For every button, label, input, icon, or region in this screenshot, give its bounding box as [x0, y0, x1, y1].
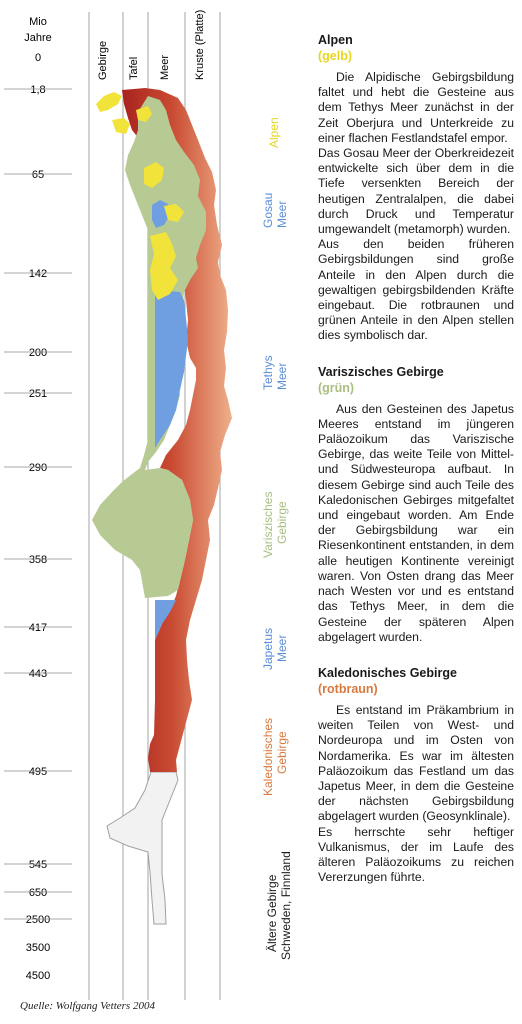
column-label-kruste: Kruste (Platte): [194, 9, 206, 80]
section-variszisches-gebirge: [318, 364, 514, 645]
tick-label: 290: [28, 462, 48, 474]
tethys-meer-shape: [155, 290, 188, 448]
section-kaledonisches-gebirge: [318, 665, 514, 885]
tick-label: 417: [28, 622, 48, 634]
tick-label: 650: [28, 887, 48, 899]
section-subtitle: (grün): [318, 380, 355, 395]
axis-unit-label: Mio: [29, 16, 47, 28]
section-paragraph: Aus den Gesteinen des Japetus Meeres entstand im jüngeren Paläozoikum das Variszische Gebirge, das weite Teile von Mittel- und Südwesteuropa aufbaut. In diesem Gebirge sind auch Teile des Kaledonischen Gebirges mitgefaltet und eingebaut worden. Am Ende der Gebirgsbildung war ein Riesenkontinent entstanden, in dem alle heutigen Kontinente vereinigt waren. Von Osten drang das Meer nach Westen vor und es entstand das Tethys Meer, in dem die Gesteine der späteren Alpen abgelagert wurden.: [318, 401, 514, 644]
tick-label: 3500: [25, 942, 51, 954]
section-title: Kaledonisches Gebirge: [318, 665, 457, 680]
time-axis-labels: [26, 52, 50, 982]
column-label-gebirge: Gebirge: [97, 40, 109, 80]
side-label-alpen: Alpen: [267, 117, 281, 148]
tick-label: 495: [28, 766, 48, 778]
tick-label: 1,8: [30, 84, 46, 96]
section-title: Variszisches Gebirge: [318, 364, 444, 379]
tick-label: 358: [28, 554, 48, 566]
section-subtitle: (gelb): [318, 49, 353, 63]
column-label-tafel: Tafel: [128, 56, 140, 80]
tick-label: 65: [31, 169, 45, 181]
column-label-meer: Meer: [159, 54, 171, 80]
side-label-variszisches-gebirge: Variszisches Gebirge: [261, 491, 289, 558]
tick-label: 443: [28, 668, 48, 680]
section-paragraph: Die Alpidische Gebirgsbildung faltet und hebt die Gesteine aus dem Tethys Meer zunächst in der Zeit Oberjura und Unterkreide zu einer flachen Festlandstafel empor.: [318, 70, 514, 145]
axis-unit-label-2: Jahre: [24, 32, 52, 44]
tick-label: 2500: [25, 914, 51, 926]
section-paragraph: Es herrschte sehr heftiger Vulkanismus, der im Laufe des älteren Paläozoikums zu reichen Vererzungen führte.: [318, 824, 514, 885]
side-label-aeltere-gebirge: Ältere Gebirge Schweden, Finnland: [265, 851, 293, 960]
tick-label: 251: [28, 388, 48, 400]
tick-label: 545: [28, 859, 48, 871]
source-credit: Quelle: Wolfgang Vetters 2004: [20, 1000, 155, 1012]
explanation-column: [318, 32, 514, 905]
section-paragraph: Aus den beiden früheren Gebirgsbildungen sind große Anteile in den Alpen durch die gewaltigen gebirgsbildenden Kräfte eingebaut. Die rotbraunen und grünen Anteile in den Alpen stellen dies symbolisch dar.: [318, 237, 514, 343]
section-title: Alpen: [318, 33, 353, 47]
tick-label: 4500: [25, 970, 51, 982]
section-paragraph: Das Gosau Meer der Oberkreidezeit entwickelte sich über dem in die Tiefe versenkten Bereich der heutigen Zentralalpen, die dabei durch Druck und Temperatur umgewandelt (metamorph) wurden.: [318, 146, 514, 237]
side-label-gosau-meer: Gosau Meer: [261, 192, 289, 228]
tick-label: 0: [34, 52, 42, 64]
section-alpen: [318, 32, 514, 344]
tick-label: 142: [28, 268, 48, 280]
aeltere-gebirge-shape: [107, 772, 178, 924]
tick-lines: [4, 89, 72, 919]
side-label-japetus-meer: Japetus Meer: [261, 627, 289, 670]
section-paragraph: Es entstand im Präkambrium in weiten Teilen von West- und Nordeuropa und im Osten von Nordamerika. Es war im ältesten Paläozoikum das Festland um das Japetus Meer, in dem die Gesteine der nächsten Gebirgsbildung abgelagert wurden (Geosynklinale).: [318, 702, 514, 824]
tick-label: 200: [28, 347, 48, 359]
section-subtitle: (rotbraun): [318, 681, 378, 696]
side-label-tethys-meer: Tethys Meer: [261, 355, 289, 390]
side-label-kaledonisches-gebirge: Kaledonisches Gebirge: [261, 717, 289, 796]
